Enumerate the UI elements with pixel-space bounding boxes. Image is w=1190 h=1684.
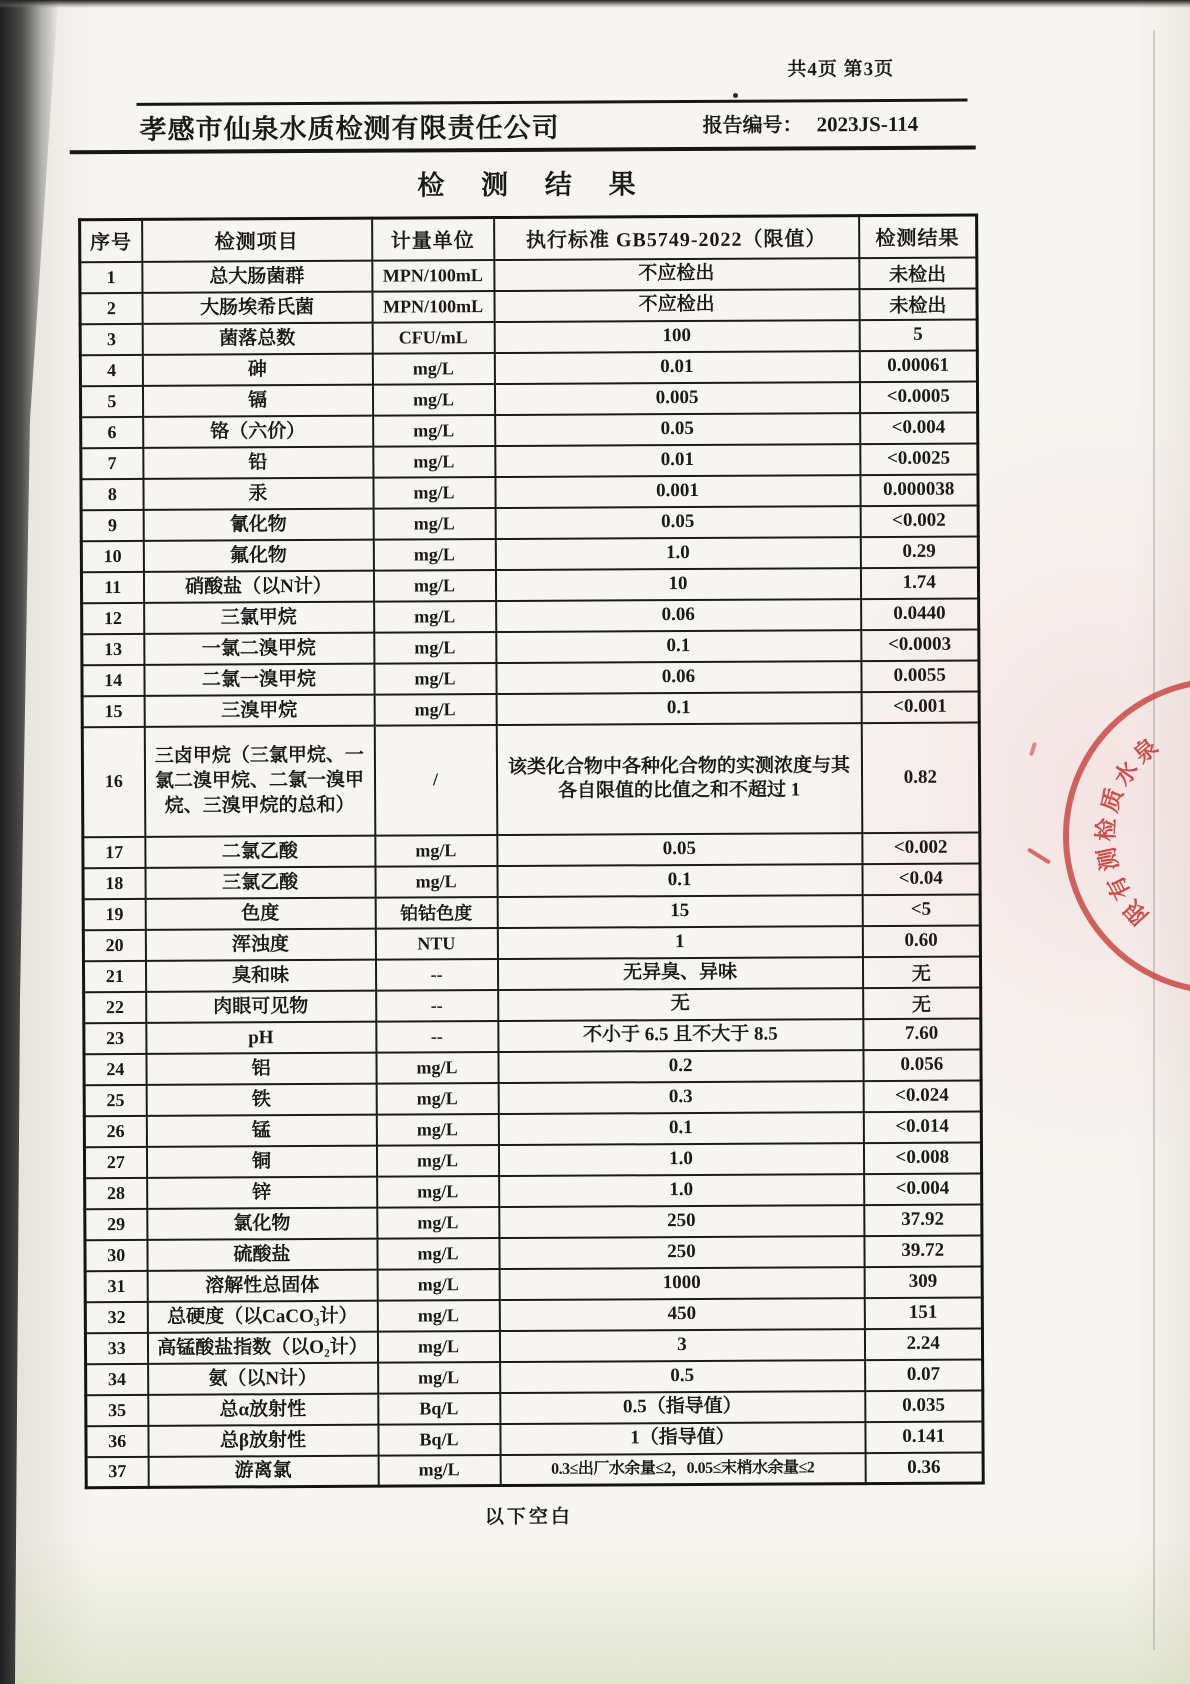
cell-no: 13 bbox=[82, 633, 144, 664]
cell-no: 11 bbox=[81, 571, 143, 602]
cell-result: 0.056 bbox=[863, 1049, 981, 1081]
cell-standard: 1.0 bbox=[495, 537, 860, 570]
cell-result: 151 bbox=[864, 1297, 982, 1329]
cell-item: 总硬度（以CaCO₃计） bbox=[147, 1300, 377, 1332]
cell-no: 30 bbox=[85, 1239, 147, 1270]
cell-item: 色度 bbox=[145, 897, 375, 929]
cell-standard: 0.06 bbox=[496, 661, 861, 694]
cell-item: 铝 bbox=[146, 1052, 376, 1084]
table-header-row bbox=[80, 215, 977, 262]
cell-no: 35 bbox=[86, 1394, 148, 1425]
cell-standard: 0.001 bbox=[495, 475, 860, 508]
table-row bbox=[85, 1297, 982, 1333]
cell-item: 氰化物 bbox=[143, 508, 373, 540]
cell-no: 29 bbox=[85, 1208, 147, 1239]
table-row bbox=[80, 257, 977, 293]
cell-unit: mg/L bbox=[378, 1362, 500, 1394]
cell-unit: mg/L bbox=[373, 415, 495, 447]
cell-unit: mg/L bbox=[377, 1300, 499, 1332]
table-row bbox=[84, 1111, 981, 1147]
cell-standard: 10 bbox=[495, 568, 860, 601]
cell-result: <0.002 bbox=[862, 832, 980, 864]
cell-no: 7 bbox=[81, 447, 143, 478]
cell-item: 菌落总数 bbox=[142, 322, 372, 354]
cell-item: 总α放射性 bbox=[148, 1393, 378, 1425]
table-row bbox=[83, 863, 980, 899]
cell-item: pH bbox=[146, 1021, 376, 1053]
cell-unit: mg/L bbox=[373, 539, 495, 571]
cell-unit: mg/L bbox=[377, 1269, 499, 1301]
column-header: 序号 bbox=[80, 219, 142, 261]
cell-no: 24 bbox=[84, 1053, 146, 1084]
cell-no: 10 bbox=[81, 540, 143, 571]
cell-item: 硫酸盐 bbox=[147, 1238, 377, 1270]
cell-item: 一氯二溴甲烷 bbox=[144, 632, 374, 664]
cell-standard: 3 bbox=[499, 1329, 864, 1362]
cell-unit: mg/L bbox=[373, 477, 495, 509]
report-number bbox=[703, 108, 919, 138]
cell-item: 溶解性总固体 bbox=[147, 1269, 377, 1301]
table-row bbox=[83, 894, 980, 930]
header-rule-thick bbox=[70, 146, 976, 155]
cell-standard: 0.5（指导值） bbox=[500, 1391, 865, 1424]
table-row bbox=[81, 536, 978, 572]
seal-character: 检 bbox=[1093, 817, 1120, 842]
cell-unit: -- bbox=[376, 1021, 498, 1053]
cell-unit: mg/L bbox=[377, 1238, 499, 1270]
cell-standard: 不应检出 bbox=[494, 258, 859, 291]
cell-unit: CFU/mL bbox=[372, 322, 494, 354]
cell-standard: 0.05 bbox=[495, 413, 860, 446]
cell-no: 33 bbox=[85, 1332, 147, 1363]
cell-item: 硝酸盐（以N计） bbox=[143, 570, 373, 602]
company-name: 孝感市仙泉水质检测有限责任公司 bbox=[139, 112, 560, 145]
cell-no: 25 bbox=[84, 1084, 146, 1115]
cell-unit: mg/L bbox=[373, 570, 495, 602]
cell-standard: 250 bbox=[499, 1205, 864, 1238]
cell-result: 37.92 bbox=[864, 1204, 982, 1236]
table-row bbox=[86, 1421, 983, 1457]
cell-standard: 250 bbox=[499, 1236, 864, 1269]
cell-no: 5 bbox=[80, 385, 142, 416]
cell-no: 15 bbox=[82, 695, 144, 726]
cell-standard: 1 bbox=[497, 926, 862, 959]
cell-no: 18 bbox=[83, 867, 145, 898]
cell-result: 0.07 bbox=[865, 1359, 983, 1391]
cell-standard: 无异臭、异味 bbox=[497, 957, 862, 990]
cell-no: 34 bbox=[86, 1363, 148, 1394]
cell-standard: 450 bbox=[499, 1298, 864, 1331]
cell-no: 32 bbox=[85, 1301, 147, 1332]
table-row bbox=[82, 629, 979, 665]
cell-no: 27 bbox=[84, 1146, 146, 1177]
cell-standard: 1000 bbox=[499, 1267, 864, 1300]
cell-item: 高锰酸盐指数（以O₂计） bbox=[147, 1331, 377, 1363]
cell-result: 0.82 bbox=[861, 722, 980, 833]
table-row bbox=[86, 1452, 983, 1488]
cell-unit: mg/L bbox=[375, 835, 497, 867]
cell-standard: 0.5 bbox=[500, 1360, 865, 1393]
cell-result: 1.74 bbox=[860, 567, 978, 599]
cell-unit: mg/L bbox=[372, 384, 494, 416]
table-row bbox=[80, 319, 977, 355]
cell-standard: 0.1 bbox=[496, 692, 861, 725]
cell-item: 二氯乙酸 bbox=[145, 835, 375, 867]
table-row bbox=[80, 381, 977, 417]
cell-no: 22 bbox=[84, 991, 146, 1022]
cell-standard: 不小于 6.5 且不大于 8.5 bbox=[498, 1019, 863, 1052]
cell-result: <0.0003 bbox=[861, 629, 979, 661]
cell-unit: / bbox=[374, 725, 497, 836]
cell-result: <0.002 bbox=[860, 505, 978, 537]
cell-no: 14 bbox=[82, 664, 144, 695]
document-title: 检 测 结 果 bbox=[417, 169, 651, 201]
cell-unit: -- bbox=[375, 959, 497, 991]
cell-result: <5 bbox=[862, 894, 980, 926]
table-row bbox=[81, 474, 978, 510]
table-row bbox=[82, 598, 979, 634]
table-row bbox=[82, 660, 979, 696]
cell-unit: mg/L bbox=[374, 632, 496, 664]
table-row bbox=[82, 691, 979, 727]
table-row bbox=[83, 925, 980, 961]
cell-unit: mg/L bbox=[372, 353, 494, 385]
seal-character: 有 bbox=[1102, 871, 1136, 904]
table-row bbox=[85, 1204, 982, 1240]
cell-unit: mg/L bbox=[377, 1176, 499, 1208]
page-number: 共4页 第3页 bbox=[787, 58, 895, 81]
cell-no: 36 bbox=[86, 1425, 148, 1456]
cell-unit: -- bbox=[376, 990, 498, 1022]
cell-result: <0.014 bbox=[863, 1111, 981, 1143]
table-row bbox=[84, 1018, 981, 1054]
cell-result: 0.0055 bbox=[861, 660, 979, 692]
cell-no: 31 bbox=[85, 1270, 147, 1301]
cell-item: 铜 bbox=[146, 1145, 376, 1177]
seal-character: 测 bbox=[1094, 845, 1124, 874]
cell-item: 三卤甲烷（三氯甲烷、一氯二溴甲烷、二氯一溴甲烷、三溴甲烷的总和） bbox=[144, 725, 375, 836]
cell-unit: mg/L bbox=[374, 694, 496, 726]
cell-standard: 不应检出 bbox=[494, 289, 859, 322]
cell-result: <0.024 bbox=[863, 1080, 981, 1112]
cell-standard: 0.3≤出厂水余量≤2，0.05≤末梢水余量≤2 bbox=[500, 1453, 865, 1486]
cell-result: <0.0005 bbox=[859, 381, 977, 413]
cell-no: 16 bbox=[82, 726, 145, 836]
cell-no: 9 bbox=[81, 509, 143, 540]
cell-result: 未检出 bbox=[859, 257, 977, 289]
cell-unit: mg/L bbox=[374, 601, 496, 633]
cell-result: 0.035 bbox=[865, 1390, 983, 1422]
cell-unit: mg/L bbox=[374, 663, 496, 695]
cell-item: 二氯一溴甲烷 bbox=[144, 663, 374, 695]
cell-result: <0.001 bbox=[861, 691, 979, 723]
cell-unit: MPN/100mL bbox=[372, 260, 494, 292]
cell-item: 锌 bbox=[147, 1176, 377, 1208]
cell-result: 无 bbox=[863, 987, 981, 1019]
table-row bbox=[83, 832, 980, 868]
table-row bbox=[81, 412, 978, 448]
table-row bbox=[80, 350, 977, 386]
cell-standard: 该类化合物中各种化合物的实测浓度与其各自限值的比值之和不超过 1 bbox=[496, 723, 862, 835]
cell-item: 氨（以N计） bbox=[148, 1362, 378, 1394]
cell-item: 三氯甲烷 bbox=[144, 601, 374, 633]
results-table bbox=[78, 214, 985, 1490]
table-row bbox=[85, 1235, 982, 1271]
cell-result: <0.004 bbox=[860, 412, 978, 444]
table-row bbox=[86, 1390, 983, 1426]
cell-result: 0.29 bbox=[860, 536, 978, 568]
cell-item: 铅 bbox=[143, 446, 373, 478]
column-header: 检测项目 bbox=[142, 218, 372, 261]
cell-unit: MPN/100mL bbox=[372, 291, 494, 323]
cell-result: 无 bbox=[862, 956, 980, 988]
cell-standard: 1.0 bbox=[498, 1143, 863, 1176]
cell-no: 21 bbox=[83, 960, 145, 991]
cell-standard: 0.06 bbox=[496, 599, 861, 632]
cell-item: 汞 bbox=[143, 477, 373, 509]
cell-item: 浑浊度 bbox=[145, 928, 375, 960]
cell-result: 0.60 bbox=[862, 925, 980, 957]
cell-item: 总大肠菌群 bbox=[142, 260, 372, 292]
table-row bbox=[81, 505, 978, 541]
seal-character: 泉 bbox=[1129, 734, 1163, 769]
cell-unit: mg/L bbox=[378, 1455, 500, 1487]
cell-no: 4 bbox=[80, 354, 142, 385]
cell-no: 28 bbox=[85, 1177, 147, 1208]
cell-unit: mg/L bbox=[376, 1114, 498, 1146]
column-header: 计量单位 bbox=[372, 218, 494, 261]
cell-no: 17 bbox=[83, 836, 145, 867]
cell-unit: mg/L bbox=[377, 1207, 499, 1239]
report-number-label: 报告编号： bbox=[702, 114, 803, 137]
table-row bbox=[84, 1080, 981, 1116]
cell-unit: Bq/L bbox=[378, 1393, 500, 1425]
cell-item: 氟化物 bbox=[143, 539, 373, 571]
table-row bbox=[81, 567, 978, 603]
cell-unit: mg/L bbox=[373, 446, 495, 478]
cell-standard: 0.2 bbox=[498, 1050, 863, 1083]
seal-character: 质 bbox=[1096, 785, 1129, 816]
cell-unit: mg/L bbox=[376, 1145, 498, 1177]
cell-no: 6 bbox=[81, 416, 143, 447]
cell-result: <0.04 bbox=[862, 863, 980, 895]
cell-no: 3 bbox=[80, 323, 142, 354]
cell-standard: 无 bbox=[498, 988, 863, 1021]
table-row bbox=[80, 288, 977, 324]
cell-standard: 0.01 bbox=[495, 444, 860, 477]
table-row bbox=[81, 443, 978, 479]
cell-no: 19 bbox=[83, 898, 145, 929]
cell-no: 37 bbox=[86, 1456, 148, 1487]
cell-item: 肉眼可见物 bbox=[146, 990, 376, 1022]
end-of-table-note: 以下空白 bbox=[484, 1506, 573, 1529]
cell-item: 总β放射性 bbox=[148, 1424, 378, 1456]
cell-no: 1 bbox=[80, 261, 142, 292]
cell-result: 5 bbox=[859, 319, 977, 351]
cell-item: 氯化物 bbox=[147, 1207, 377, 1239]
table-row bbox=[83, 956, 980, 992]
table-row bbox=[85, 1266, 982, 1302]
table-row bbox=[84, 1049, 981, 1085]
cell-result: <0.004 bbox=[864, 1173, 982, 1205]
cell-result: 未检出 bbox=[859, 288, 977, 320]
cell-no: 2 bbox=[80, 292, 142, 323]
cell-unit: mg/L bbox=[377, 1331, 499, 1363]
cell-standard: 0.005 bbox=[494, 382, 859, 415]
cell-result: <0.0025 bbox=[860, 443, 978, 475]
cell-no: 26 bbox=[84, 1115, 146, 1146]
seal-character: 水 bbox=[1109, 757, 1143, 791]
cell-result: 0.141 bbox=[865, 1421, 983, 1453]
cell-no: 23 bbox=[84, 1022, 146, 1053]
cell-no: 8 bbox=[81, 478, 143, 509]
cell-result: <0.008 bbox=[863, 1142, 981, 1174]
cell-item: 臭和味 bbox=[145, 959, 375, 991]
cell-item: 锰 bbox=[146, 1114, 376, 1146]
cell-unit: Bq/L bbox=[378, 1424, 500, 1456]
cell-standard: 0.05 bbox=[497, 833, 862, 866]
table-row bbox=[84, 987, 981, 1023]
cell-result: 7.60 bbox=[863, 1018, 981, 1050]
cell-unit: mg/L bbox=[376, 1052, 498, 1084]
cell-result: 309 bbox=[864, 1266, 982, 1298]
cell-no: 12 bbox=[82, 602, 144, 633]
cell-standard: 0.05 bbox=[495, 506, 860, 539]
cell-standard: 0.1 bbox=[498, 1112, 863, 1145]
cell-item: 三氯乙酸 bbox=[145, 866, 375, 898]
cell-item: 游离氯 bbox=[148, 1455, 378, 1487]
report-number-value: 2023JS-114 bbox=[816, 111, 919, 137]
cell-item: 砷 bbox=[142, 353, 372, 385]
cell-result: 0.00061 bbox=[859, 350, 977, 382]
table-row bbox=[86, 1359, 983, 1395]
cell-standard: 0.01 bbox=[494, 351, 859, 384]
table-row bbox=[85, 1328, 982, 1364]
table-row bbox=[84, 1142, 981, 1178]
cell-standard: 0.3 bbox=[498, 1081, 863, 1114]
cell-item: 大肠埃希氏菌 bbox=[142, 291, 372, 323]
cell-standard: 15 bbox=[497, 895, 862, 928]
cell-unit: mg/L bbox=[375, 866, 497, 898]
cell-result: 2.24 bbox=[864, 1328, 982, 1360]
column-header: 执行标准 GB5749-2022（限值） bbox=[494, 216, 859, 260]
cell-unit: NTU bbox=[375, 928, 497, 960]
cell-result: 0.0440 bbox=[861, 598, 979, 630]
cell-unit: 铂钴色度 bbox=[375, 897, 497, 929]
cell-standard: 1（指导值） bbox=[500, 1422, 865, 1455]
cell-result: 39.72 bbox=[864, 1235, 982, 1267]
cell-standard: 0.1 bbox=[496, 630, 861, 663]
cell-item: 铬（六价） bbox=[143, 415, 373, 447]
cell-unit: mg/L bbox=[376, 1083, 498, 1115]
cell-result: 0.36 bbox=[865, 1452, 983, 1484]
cell-standard: 1.0 bbox=[499, 1174, 864, 1207]
cell-item: 铁 bbox=[146, 1083, 376, 1115]
cell-standard: 100 bbox=[494, 320, 859, 353]
cell-standard: 0.1 bbox=[497, 864, 862, 897]
cell-item: 镉 bbox=[142, 384, 372, 416]
column-header: 检测结果 bbox=[859, 215, 977, 258]
cell-result: 0.000038 bbox=[860, 474, 978, 506]
cell-unit: mg/L bbox=[373, 508, 495, 540]
table-row bbox=[85, 1173, 982, 1209]
seal-character: 限 bbox=[1119, 895, 1154, 930]
table-row bbox=[82, 722, 980, 837]
cell-item: 三溴甲烷 bbox=[144, 694, 374, 726]
cell-no: 20 bbox=[83, 929, 145, 960]
